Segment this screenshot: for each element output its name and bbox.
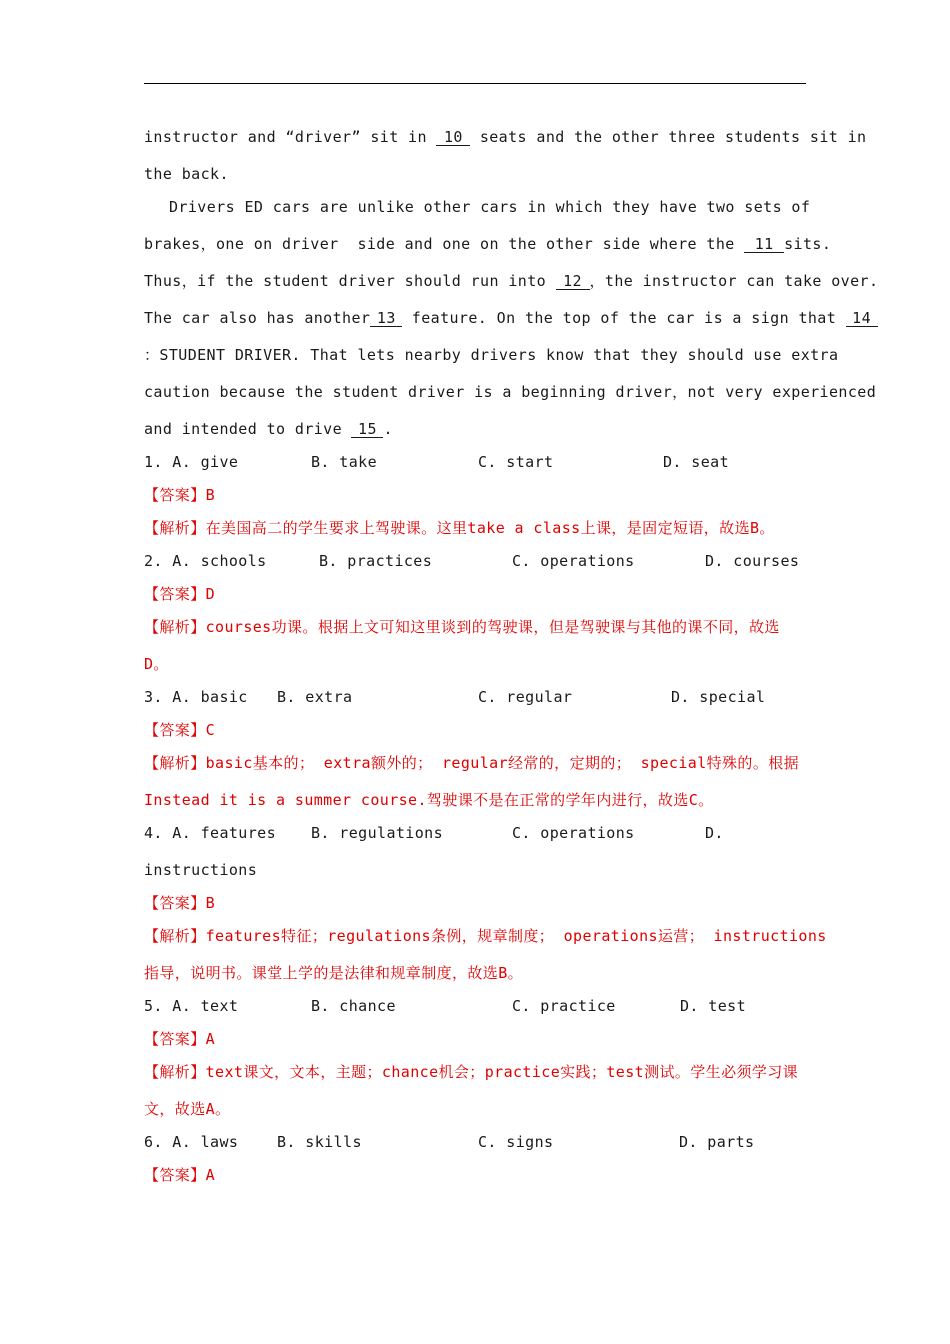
analysis-5-cont: 文，故选A。: [144, 1100, 231, 1118]
option-c: C. practice: [512, 997, 616, 1015]
passage-text: instructor and “driver” sit in: [144, 128, 427, 146]
passage-text: The car also has another: [144, 309, 371, 327]
option-d: D. special: [671, 688, 766, 706]
blank-10: 10: [436, 129, 470, 146]
document-body: [144, 122, 879, 1193]
option-c: C. operations: [512, 824, 635, 842]
passage-line: [144, 192, 811, 229]
option-c: C. operations: [512, 552, 635, 570]
passage-line: [144, 122, 867, 159]
passage-line: [144, 303, 872, 340]
answer-1: 【答案】B: [144, 486, 216, 504]
analysis-3: 【解析】basic基本的； extra额外的； regular经常的，定期的； special特殊的。根据: [144, 754, 800, 772]
option-a: 1. A. give: [144, 453, 239, 471]
passage-text: feature. On the top of the car is a sign that: [411, 309, 837, 327]
passage-text: Thus，if the student driver should run into: [144, 272, 547, 290]
answer-2: 【答案】D: [144, 585, 216, 603]
answer-3: 【答案】C: [144, 721, 216, 739]
passage-text: .: [383, 420, 393, 438]
option-a: 3. A. basic: [144, 688, 248, 706]
option-c: C. signs: [478, 1133, 554, 1151]
option-b: B. take: [311, 453, 378, 471]
passage-line: [144, 414, 806, 447]
question-2-options: [144, 546, 806, 579]
option-a: 2. A. schools: [144, 552, 267, 570]
option-d: D. seat: [663, 453, 730, 471]
option-d: D.: [705, 824, 724, 842]
option-d: D. courses: [705, 552, 800, 570]
option-a: 6. A. laws: [144, 1133, 239, 1151]
blank-13: 13: [370, 310, 402, 327]
option-c: C. start: [478, 453, 554, 471]
passage-text: Drivers ED cars are unlike other cars in which they have two sets of: [169, 198, 811, 216]
passage-text: seats and the other three students sit in: [479, 128, 867, 146]
question-6-options: [144, 1127, 806, 1160]
option-b: B. practices: [319, 552, 433, 570]
analysis-4-cont: 指导，说明书。课堂上学的是法律和规章制度，故选B。: [144, 964, 524, 982]
option-d: D. parts: [679, 1133, 755, 1151]
passage-text: sits.: [784, 235, 832, 253]
question-1-options: [144, 447, 806, 480]
analysis-2: 【解析】courses功课。根据上文可知这里谈到的驾驶课，但是驾驶课与其他的课不同，故选: [144, 618, 780, 636]
question-5-options: [144, 991, 806, 1024]
option-b: B. chance: [311, 997, 396, 1015]
option-b: B. skills: [277, 1133, 362, 1151]
passage-text: brakes，one on driver side and one on the other side where the: [144, 235, 735, 253]
passage-line: [144, 377, 877, 414]
blank-11: 11: [744, 236, 784, 253]
option-d-cont: instructions: [144, 861, 258, 879]
passage-text: ：STUDENT DRIVER. That lets nearby drivers know that they should use extra: [144, 346, 839, 364]
answer-6: 【答案】A: [144, 1166, 216, 1184]
option-a: 4. A. features: [144, 824, 277, 842]
passage-line: [144, 266, 879, 303]
analysis-4: 【解析】features特征；regulations条例，规章制度； operations运营； instructions: [144, 927, 827, 945]
option-b: B. regulations: [311, 824, 444, 842]
question-3-options: [144, 682, 806, 715]
header-rule: [144, 83, 806, 84]
blank-12: 12: [556, 273, 590, 290]
analysis-2-cont: D。: [144, 655, 169, 673]
option-a: 5. A. text: [144, 997, 239, 1015]
analysis-1: 【解析】在美国高二的学生要求上驾驶课。这里take a class上课，是固定短语，故选B。: [144, 519, 775, 537]
analysis-3-cont: Instead it is a summer course.驾驶课不是在正常的学年内进行，故选C。: [144, 791, 714, 809]
passage-text: ，the instructor can take over.: [589, 272, 879, 290]
option-c: C. regular: [478, 688, 573, 706]
passage-line: [144, 340, 839, 377]
passage-text: and intended to drive: [144, 420, 343, 438]
passage-text: caution because the student driver is a beginning driver，not very experienced: [144, 383, 877, 401]
blank-14: 14: [846, 310, 878, 327]
blank-15: 15: [351, 421, 383, 438]
question-4-options: [144, 818, 806, 855]
option-d: D. test: [680, 997, 747, 1015]
answer-5: 【答案】A: [144, 1030, 216, 1048]
passage-text: the back.: [144, 165, 229, 183]
answer-4: 【答案】B: [144, 894, 216, 912]
passage-line: [144, 229, 832, 266]
passage-line: [144, 159, 806, 192]
option-b: B. extra: [277, 688, 353, 706]
analysis-5: 【解析】text课文，文本，主题；chance机会；practice实践；test测试。学生必须学习课: [144, 1063, 799, 1081]
